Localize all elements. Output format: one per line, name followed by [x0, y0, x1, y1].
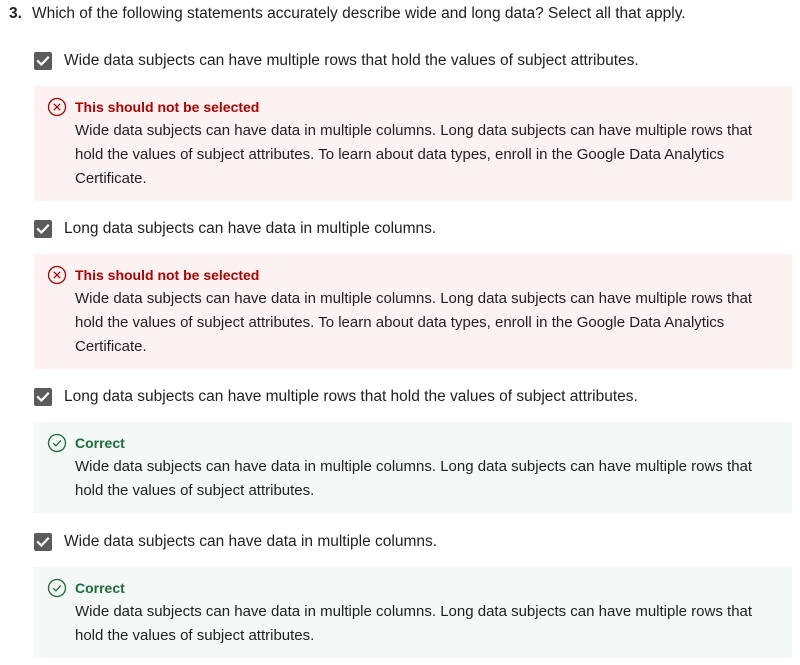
- option-checkbox[interactable]: [34, 533, 52, 551]
- option-checkbox[interactable]: [34, 220, 52, 238]
- feedback-title: This should not be selected: [75, 267, 260, 283]
- check-circle-icon: [47, 433, 67, 453]
- option-checkbox[interactable]: [34, 52, 52, 70]
- feedback-line: hold the values of subject attributes.: [75, 482, 315, 499]
- answer-option[interactable]: [34, 386, 638, 408]
- feedback-line: Wide data subjects can have data in multiple columns. Long data subjects can have multiple rows that: [75, 458, 753, 475]
- feedback-line: hold the values of subject attributes.: [75, 627, 315, 644]
- feedback-text: [75, 119, 782, 191]
- feedback-line: Certificate.: [75, 338, 147, 355]
- feedback-incorrect: [34, 86, 792, 201]
- answer-option[interactable]: [34, 50, 639, 72]
- answer-option[interactable]: [34, 218, 436, 240]
- answer-option[interactable]: [34, 531, 437, 553]
- check-circle-icon: [47, 578, 67, 598]
- question-number: 3.: [9, 5, 22, 22]
- feedback-title: This should not be selected: [75, 99, 260, 115]
- feedback-line: Wide data subjects can have data in multiple columns. Long data subjects can have multiple rows that: [75, 290, 753, 307]
- x-circle-icon: [47, 265, 67, 285]
- feedback-correct: [34, 422, 792, 513]
- feedback-line: hold the values of subject attributes. To learn about data types, enroll in the Google Data Analytics: [75, 146, 725, 163]
- question-text: Which of the following statements accurately describe wide and long data? Select all that apply.: [31, 5, 686, 22]
- checkmark-icon: [36, 535, 50, 549]
- feedback-line: Certificate.: [75, 170, 147, 187]
- feedback-line: hold the values of subject attributes. To learn about data types, enroll in the Google Data Analytics: [75, 314, 725, 331]
- option-label: Wide data subjects can have multiple rows that hold the values of subject attributes.: [64, 52, 639, 69]
- feedback-text: [75, 600, 782, 648]
- feedback-title: Correct: [75, 580, 125, 596]
- x-circle-icon: [47, 97, 67, 117]
- feedback-line: Wide data subjects can have data in multiple columns. Long data subjects can have multiple rows that: [75, 122, 753, 139]
- feedback-text: [75, 287, 782, 359]
- feedback-title: Correct: [75, 435, 125, 451]
- feedback-line: Wide data subjects can have data in multiple columns. Long data subjects can have multiple rows that: [75, 603, 753, 620]
- checkmark-icon: [36, 54, 50, 68]
- option-label: Wide data subjects can have data in multiple columns.: [64, 533, 438, 550]
- question-header: [9, 4, 686, 24]
- option-label: Long data subjects can have multiple rows that hold the values of subject attributes.: [64, 388, 638, 405]
- checkmark-icon: [36, 222, 50, 236]
- option-checkbox[interactable]: [34, 388, 52, 406]
- option-label: Long data subjects can have data in multiple columns.: [64, 220, 437, 237]
- feedback-correct: [34, 567, 792, 658]
- checkmark-icon: [36, 390, 50, 404]
- feedback-incorrect: [34, 254, 792, 369]
- feedback-text: [75, 455, 782, 503]
